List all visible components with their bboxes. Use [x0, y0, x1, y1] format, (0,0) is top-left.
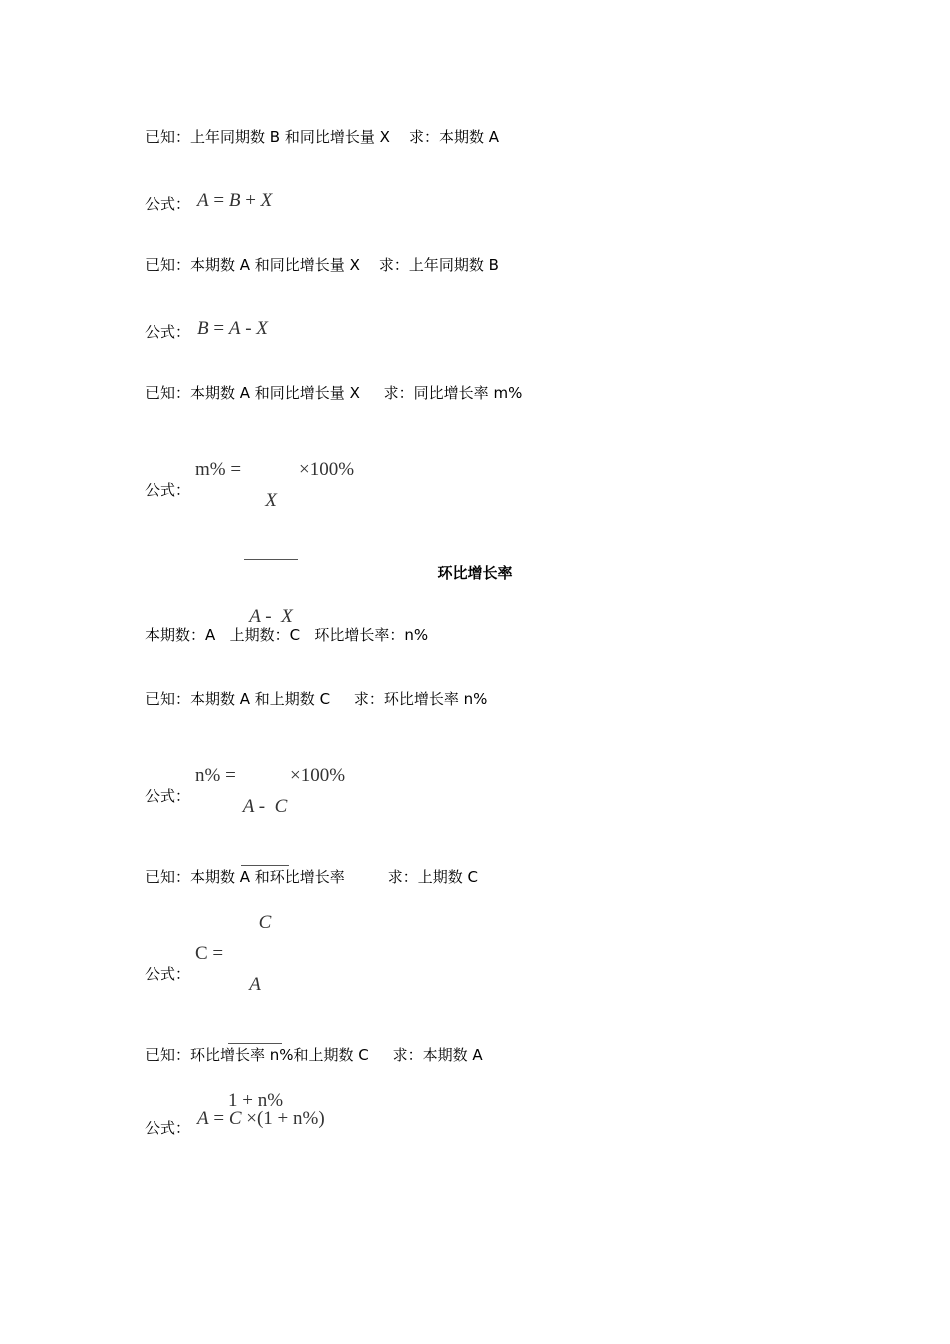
- formula-4-denominator: C: [258, 912, 272, 933]
- section-heading: 环比增长率: [437, 564, 513, 582]
- condition-line-6: 已知：本期数 A 和环比增长率 求：上期数 C: [145, 868, 478, 886]
- formula-6-lhs: A: [197, 1108, 209, 1129]
- formula-label-6: 公式：: [145, 1119, 191, 1137]
- formula-label-4: 公式：: [145, 787, 191, 805]
- formula-2-eq: =: [208, 318, 229, 339]
- formula-5-lhs: C =: [195, 943, 228, 964]
- formula-label-1: 公式：: [145, 195, 191, 213]
- condition-line-3: 已知：本期数 A 和同比增长量 X 求：同比增长率 m%: [145, 384, 523, 402]
- formula-1-op: +: [240, 190, 261, 211]
- condition-line-2: 已知：本期数 A 和同比增长量 X 求：上年同期数 B: [145, 256, 499, 274]
- formula-5-fraction: [228, 930, 282, 1134]
- formula-2-lhs: B: [197, 318, 209, 339]
- formula-4-tail: ×100%: [290, 765, 346, 786]
- formula-label-5: 公式：: [145, 965, 191, 983]
- formula-1-eq: =: [208, 190, 229, 211]
- formula-4-fraction: [241, 752, 289, 956]
- formula-3-fraction: [244, 446, 298, 650]
- formula-3-tail: ×100%: [299, 459, 355, 480]
- formula-6-tail: ×(1 + n%): [241, 1108, 325, 1129]
- formula-3-numerator: X: [265, 490, 277, 511]
- condition-line-5: 已知：本期数 A 和上期数 C 求：环比增长率 n%: [145, 690, 488, 708]
- formula-6-eq: =: [208, 1108, 229, 1129]
- formula-2-op: -: [240, 318, 257, 339]
- formula-5-denominator: 1 + n%: [228, 1090, 284, 1111]
- formula-1: [197, 190, 272, 212]
- formula-4-numerator: A - C: [242, 796, 288, 817]
- formula-6-c: C: [228, 1108, 242, 1129]
- condition-line-1: 已知：上年同期数 B 和同比增长量 X 求：本期数 A: [145, 128, 499, 146]
- formula-6: [197, 1108, 325, 1130]
- formula-1-x: X: [260, 190, 273, 211]
- formula-3-lhs: m% =: [195, 459, 246, 480]
- fraction-bar: [241, 865, 289, 866]
- fraction-bar: [244, 559, 298, 560]
- formula-3-denominator: A - X: [249, 606, 293, 627]
- formula-2-x: X: [256, 318, 268, 339]
- fraction-bar: [228, 1043, 282, 1044]
- formula-label-3: 公式：: [145, 481, 191, 499]
- formula-2: [197, 318, 268, 340]
- formula-5-numerator: A: [249, 974, 261, 995]
- formula-4-lhs: n% =: [195, 765, 241, 786]
- formula-1-b: B: [228, 190, 241, 211]
- condition-line-7: 已知：环比增长率 n%和上期数 C 求：本期数 A: [145, 1046, 483, 1064]
- definition-line: 本期数：A 上期数：C 环比增长率：n%: [145, 626, 429, 644]
- formula-2-a: A: [228, 318, 241, 339]
- formula-label-2: 公式：: [145, 323, 191, 341]
- formula-1-lhs: A: [197, 190, 209, 211]
